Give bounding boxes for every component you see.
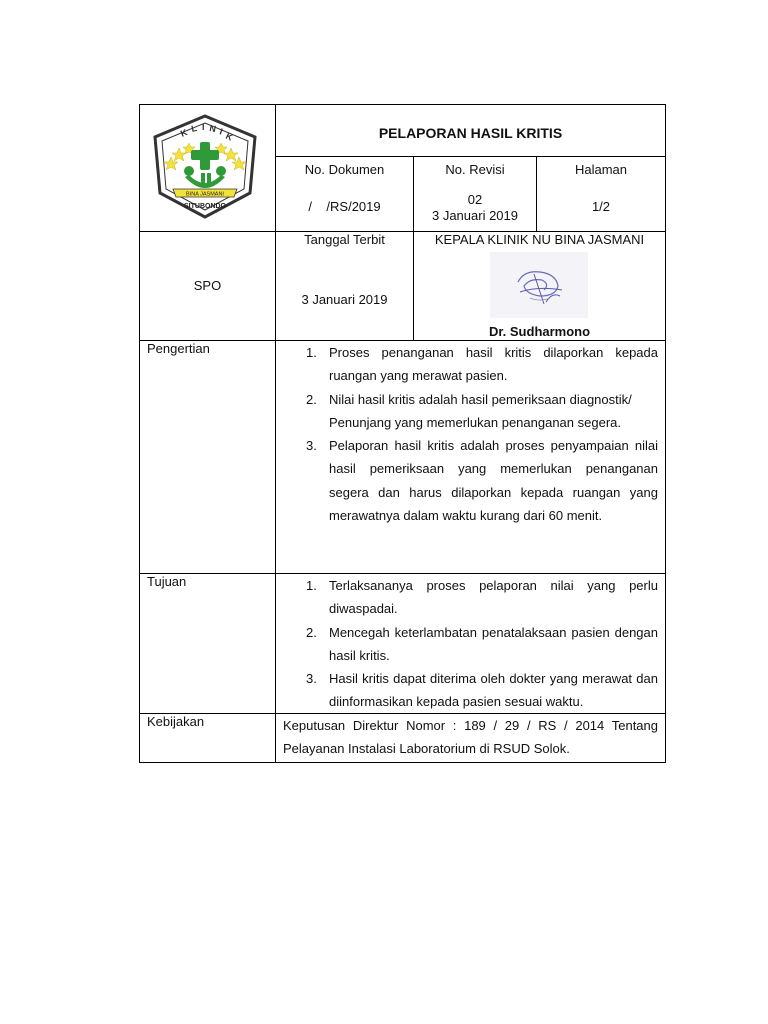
revision-value-group [414,192,536,224]
list-text: Mencegah keterlambatan penatalaksaan pasien dengan hasil kritis. [329,624,658,663]
document-title: PELAPORAN HASIL KRITIS [378,124,563,141]
signature-image [490,252,588,318]
page-cell [537,157,665,232]
revision-label: No. Revisi [445,162,505,177]
page-label: Halaman [574,162,628,177]
list-item [306,667,658,714]
header-row [140,105,665,232]
kebijakan-content [276,714,665,762]
list-item [306,388,658,435]
list-item [306,434,658,527]
clinic-logo-icon [149,113,261,221]
svg-text:BINA JASMANI: BINA JASMANI [186,191,224,198]
header-info [276,105,665,231]
pengertian-list [276,341,665,527]
doc-number-cell [276,157,414,232]
revision-date: 3 Januari 2019 [431,208,518,223]
list-number: 3. [306,438,317,454]
list-text: Hasil kritis dapat diterima oleh dokter yang merawat dan diinformasikan kepada pasien sesuai waktu. [329,671,658,710]
kebijakan-label-cell [140,714,276,762]
doc-number-label: No. Dokumen [304,162,385,177]
svg-text:SITUBONDO: SITUBONDO [184,203,226,210]
list-number: 1. [306,578,317,593]
pengertian-label-cell [140,341,276,573]
revision-cell [414,157,537,232]
sop-document [139,104,666,763]
revision-value: 02 [467,192,483,207]
list-item [306,574,658,621]
svg-text:L: L [190,123,198,134]
list-item [306,621,658,668]
list-number: 2. [306,391,317,407]
page-value: 1/2 [591,199,611,214]
list-text-continuation: Penunjang yang memerlukan penanganan segera. [329,414,621,430]
tujuan-label-cell [140,574,276,713]
issue-date-value: 3 Januari 2019 [301,292,388,307]
list-number: 2. [306,624,317,640]
spo-info [276,232,665,340]
pengertian-content [276,341,665,573]
kebijakan-row [140,714,665,762]
approver-name: Dr. Sudharmono [488,324,591,339]
header-meta [276,157,665,232]
list-item [306,341,658,388]
spo-row [140,232,665,341]
spo-label: SPO [193,278,222,293]
svg-text:I: I [202,122,205,132]
doc-number-value: / /RS/2019 [308,199,381,214]
svg-text:I: I [218,126,224,137]
pengertian-label: Pengertian [147,341,210,356]
list-number: 3. [306,671,317,687]
list-text: Nilai hasil kritis adalah hasil pemeriksaan diagnostik/ [329,391,632,407]
issue-date-cell [276,232,414,340]
tujuan-row [140,574,665,714]
issue-date-label: Tanggal Terbit [304,232,385,247]
tujuan-content [276,574,665,713]
svg-text:K: K [179,127,189,139]
approver-cell [414,232,665,340]
svg-text:N: N [208,123,217,135]
logo-cell [140,105,276,231]
list-number: 1. [306,345,317,360]
kebijakan-label: Kebijakan [147,714,205,729]
spo-label-cell [140,232,276,340]
list-text: Terlaksananya proses pelaporan nilai yang perlu diwaspadai. [329,578,658,617]
tujuan-list [276,574,665,714]
approver-title: KEPALA KLINIK NU BINA JASMANI [434,232,645,247]
tujuan-label: Tujuan [147,574,187,589]
svg-text:K: K [224,130,235,143]
kebijakan-text: Keputusan Direktur Nomor : 189 / 29 / RS / 2014 Tentang Pelayanan Instalasi Laboratorium di RSUD Solok. [283,718,658,757]
pengertian-row [140,341,665,574]
title-cell [276,105,665,157]
list-text: Proses penanganan hasil kritis dilaporkan kepada ruangan yang merawat pasien. [329,345,658,384]
list-text: Pelaporan hasil kritis adalah proses penyampaian nilai hasil pemeriksaan yang memerlukan penanganan segera dan harus dilaporkan kepada ruangan yang merawatnya dalam waktu kurang dari 60 menit. [329,438,658,524]
